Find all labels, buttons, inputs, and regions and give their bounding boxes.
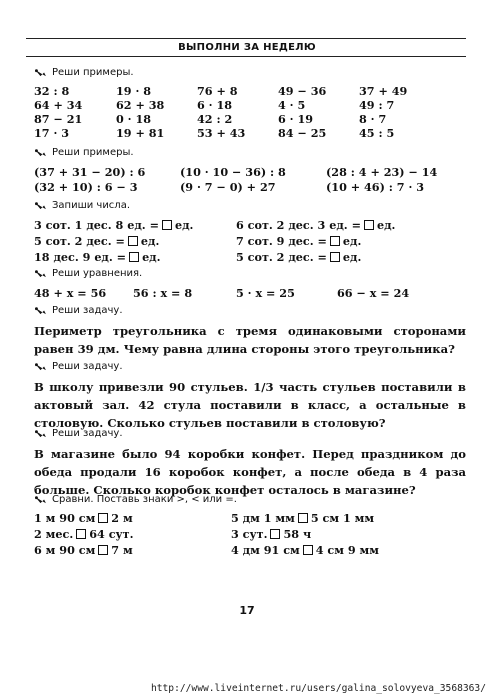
numbers-col-left [34,217,193,265]
exercise-col-5 [359,84,407,140]
expression: 6 · 19 [278,112,314,126]
answer-box[interactable] [162,220,172,230]
expression: (32 + 10) : 6 − 3 [34,180,138,194]
compare-right-value: 58 ч [283,527,312,541]
pencil-icon [34,68,47,77]
expression: (10 · 10 − 36) : 8 [180,165,286,179]
exercise-col-4 [278,84,326,140]
header-bottom-rule [26,56,466,57]
number-expression: 5 сот. 2 дес. = [236,250,327,264]
expression: 62 + 38 [116,98,165,112]
expression: 19 · 8 [116,84,152,98]
answer-box[interactable] [129,252,139,262]
expression: 6 · 18 [197,98,233,112]
sign-box[interactable] [98,545,108,555]
expression: (28 : 4 + 23) − 14 [326,165,438,179]
sign-box[interactable] [76,529,86,539]
compare-col-left [34,510,134,558]
compare-col-right [231,510,379,558]
compare-row [231,542,379,558]
compare-right-value: 64 сут. [89,527,134,541]
problem-text: В школу привезли 90 стульев. 1/3 часть стульев поставили в актовый зал. 42 стула поставили в класс, а остальные в столовую. Сколько стульев поставили в столовую? [34,380,466,430]
unit-label: ед. [140,234,160,248]
expression: 84 − 25 [278,126,327,140]
section-8-heading [34,494,237,505]
pencil-icon [34,306,47,315]
section-5-title: Реши задачу. [52,305,123,316]
sign-box[interactable] [270,529,280,539]
page-header-title: ВЫПОЛНИ ЗА НЕДЕЛЮ [178,42,316,53]
expression: 4 · 5 [278,98,306,112]
answer-box[interactable] [364,220,374,230]
unit-label: ед. [342,250,362,264]
section-8-title: Сравни. Поставь знаки >, < или =. [52,494,237,505]
number-row [34,217,193,233]
page-number: 17 [239,604,255,617]
compare-right-value: 7 м [111,543,133,557]
expression: 19 + 81 [116,126,165,140]
section-3-title: Запиши числа. [52,200,131,211]
compare-row [34,526,134,542]
section-7-title: Реши задачу. [52,428,123,439]
header-top-rule [26,38,466,39]
unit-label: ед. [142,250,161,264]
compare-left-value: 2 мес. [34,527,74,541]
sign-box[interactable] [98,513,108,523]
expression: 32 : 8 [34,84,70,98]
expression: 8 · 7 [359,112,387,126]
equation: 5 · x = 25 [236,286,295,300]
section-4-heading [34,268,142,279]
exercise-col-3 [197,84,245,140]
number-row [236,217,395,233]
equation: 66 − x = 24 [337,286,410,300]
pencil-icon [34,362,47,371]
expression: 49 − 36 [278,84,327,98]
section-1-title: Реши примеры. [52,67,134,78]
section-3-heading [34,200,130,211]
compare-left-value: 4 дм 91 см [231,543,300,557]
section-1-heading [34,67,134,78]
compare-row [34,510,134,526]
problem-text: В магазине было 94 коробки конфет. Перед праздником до обеда продали 16 коробок конфет, а после обеда в 4 раза больше. Сколько коробок конфет осталось в магазине? [34,447,466,497]
compare-left-value: 3 сут. [231,527,268,541]
section-5-heading [34,305,123,316]
number-expression: 7 сот. 9 дес. = [236,234,327,248]
pencil-icon [34,429,47,438]
expression: (37 + 31 − 20) : 6 [34,165,146,179]
number-expression: 18 дес. 9 ед. = [34,250,127,264]
expression: 0 · 18 [116,112,152,126]
answer-box[interactable] [330,252,340,262]
number-expression: 6 сот. 2 дес. 3 ед. = [236,218,361,232]
pencil-icon [34,201,47,210]
number-expression: 3 сот. 1 дес. 8 ед. = [34,218,159,232]
expression: 49 : 7 [359,98,395,112]
number-expression: 5 сот. 2 дес. = [34,234,125,248]
exercise-col-2 [116,84,164,140]
unit-label: ед. [376,218,396,232]
expression: (10 + 46) : 7 · 3 [326,180,425,194]
expression: 64 + 34 [34,98,83,112]
expression-col-3 [326,165,437,195]
unit-label: ед. [342,234,362,248]
expression-col-1 [34,165,145,195]
compare-left-value: 1 м 90 см [34,511,96,525]
problem-text: Периметр треугольника с тремя одинаковыми сторонами равен 39 дм. Чему равна длина стороны этого треугольника? [34,324,466,356]
compare-right-value: 5 см 1 мм [310,511,375,525]
expression: (9 · 7 − 0) + 27 [180,180,276,194]
section-6-heading [34,361,123,372]
sign-box[interactable] [303,545,313,555]
expression: 87 − 21 [34,112,83,126]
equation: 56 : x = 8 [133,286,193,300]
equation: 48 + x = 56 [34,286,107,300]
expression: 45 : 5 [359,126,395,140]
number-row [236,233,395,249]
section-7-heading [34,428,123,439]
pencil-icon [34,495,47,504]
expression: 17 · 3 [34,126,70,140]
section-2-title: Реши примеры. [52,147,134,158]
number-row [34,249,193,265]
numbers-col-right [236,217,395,265]
expression: 76 + 8 [197,84,238,98]
compare-left-value: 6 м 90 см [34,543,96,557]
expression: 42 : 2 [197,112,233,126]
compare-row [231,510,379,526]
sign-box[interactable] [298,513,308,523]
watermark-url: http://www.liveinternet.ru/users/galina_solovyeva_3568363/ [150,683,486,694]
expression-col-2 [180,165,286,195]
compare-left-value: 5 дм 1 мм [231,511,295,525]
compare-right-value: 2 м [111,511,133,525]
compare-right-value: 4 см 9 мм [315,543,379,557]
number-row [236,249,395,265]
pencil-icon [34,269,47,278]
pencil-icon [34,148,47,157]
answer-box[interactable] [128,236,138,246]
section-2-heading [34,147,134,158]
expression: 37 + 49 [359,84,408,98]
exercise-col-1 [34,84,82,140]
number-row [34,233,193,249]
compare-row [231,526,379,542]
compare-row [34,542,134,558]
expression: 53 + 43 [197,126,246,140]
answer-box[interactable] [330,236,340,246]
section-6-title: Реши задачу. [52,361,123,372]
unit-label: ед. [174,218,194,232]
section-4-title: Реши уравнения. [52,268,143,279]
